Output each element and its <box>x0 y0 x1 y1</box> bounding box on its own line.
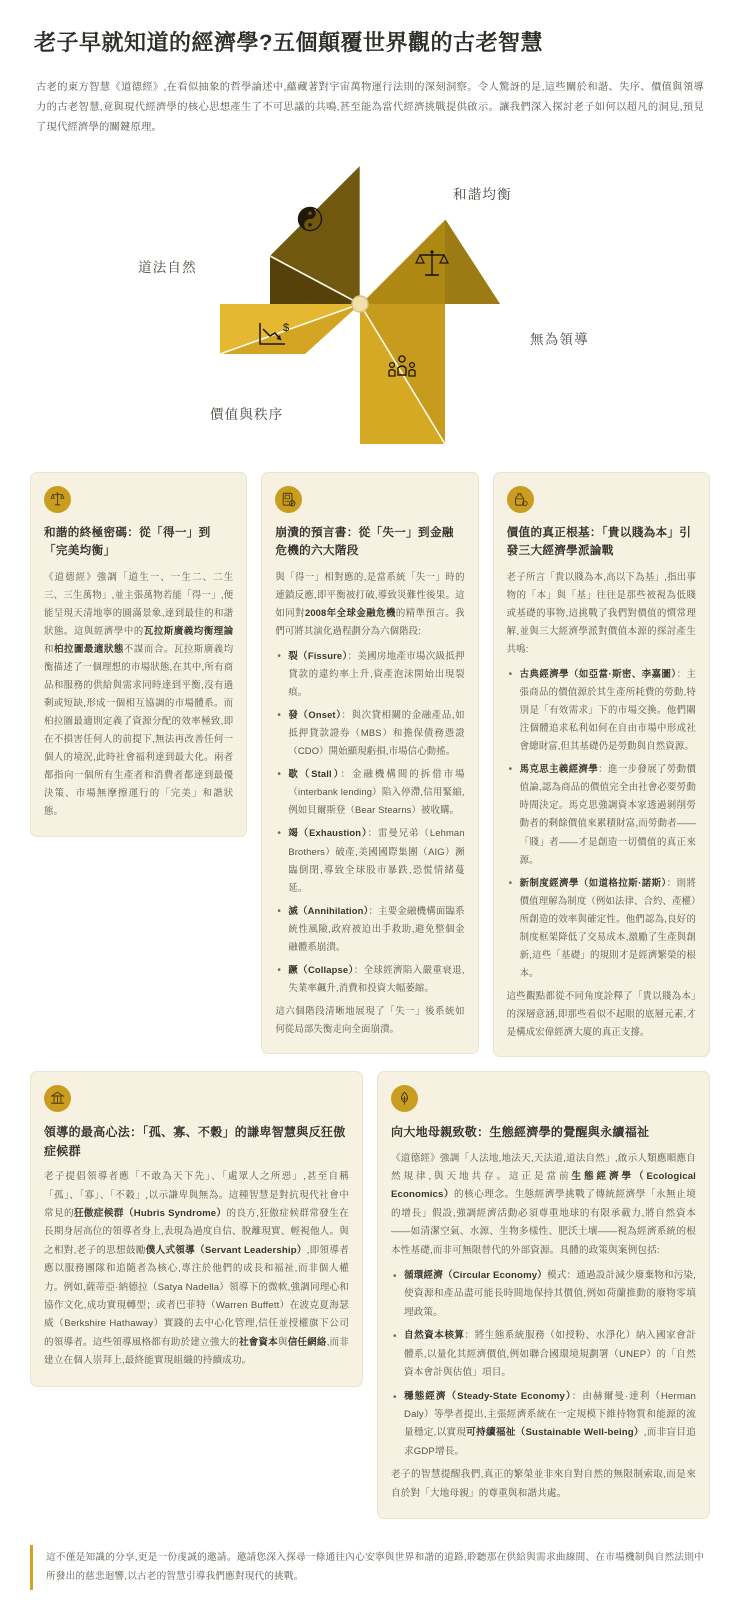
card-closing: 這些觀點都從不同角度詮釋了「貴以賤為本」的深層意涵,即那些看似不起眼的底層元素,才是構成宏偉經濟大廈的真正支撐。 <box>506 989 696 1037</box>
card-title: 崩潰的預言書：從「失一」到金融危機的六大階段 <box>275 525 454 557</box>
diagram-label-harmony: 和諧均衡 <box>453 186 512 202</box>
list-item: • 歇（Stall）：金融機構間的拆借市場（interbank lending）陷入停滯,信用緊縮,例如貝爾斯登（Bear Stearns）被收購。 <box>275 765 464 819</box>
list-item: • 蹶（Collapse）：全球經濟陷入嚴重衰退,失業率飆升,消費和投資大幅萎縮。 <box>275 961 464 997</box>
card-body: 《道德經》強調「人法地,地法天,天法道,道法自然」,啟示人類應順應自然規律,與天地共存。這正是當前生態經濟學（Ecological Economics）的核心理念。生態經濟學挑戰了傳統經濟學「永無止境的增長」假設,強調經濟活動必須尊重地球的有限承載力,將自然資本——如清潔空氣、水源、生物多樣性、肥沃土壤——視為經濟系統的根本性基礎,而非可無限替代的外部資源。具體的政策與案例包括: <box>391 1152 696 1256</box>
list-item: • 自然資本核算：將生態系統服務（如授粉、水淨化）納入國家會計體系,以量化其經濟價值,例如聯合國環境規劃署（UNEP）的「自然資本會計與估值」項目。 <box>391 1327 696 1382</box>
card-bullet-list <box>391 1267 696 1461</box>
list-item: • 古典經濟學（如亞當·斯密、李嘉圖）：主張商品的價值源於其生產所耗費的勞動,特別是「有效需求」下的市場交換。他們關注個體追求私利如何在自由市場中形成社會總財富,但其基礎仍是勞動與自然資源。 <box>507 665 696 755</box>
card-bullet-list <box>507 665 696 982</box>
pinwheel-hub <box>352 296 368 312</box>
svg-text:$: $ <box>283 321 290 334</box>
value-base-icon <box>507 486 534 513</box>
card-body: 《道德經》強調「道生一、一生二、二生三、三生萬物」,並主張萬物若能「得一」,便能呈現天清地寧的圓滿景象,達到最佳的和諧狀態。這與經濟學中的瓦拉斯廣義均衡理論和柏拉圖最適狀態不謀而合。瓦拉斯廣義均衡描述了一個理想的市場狀態,在其中,所有商品和服務的供給與需求同時達到平衡,沒有過剩或短缺,形成一個相互協調的市場體系。而柏拉圖最適則定義了資源分配的效率極致,即在不損害任何人的前提下,無法再改善任何一個人的境況,此時社會福利達到最大化。兩者都指向一個所有生產者和消費者都達到最優決策、市場無摩擦運行的「完美」和諧狀態。 <box>44 570 234 817</box>
tree-leaf-icon <box>391 1085 418 1112</box>
card-title: 向大地母親致敬：生態經濟學的覺醒與永續福祉 <box>391 1125 650 1140</box>
blade-nature <box>270 166 360 304</box>
card-title: 價值的真正根基：「貴以賤為本」引發三大經濟學派論戰 <box>506 525 692 557</box>
card-ecological <box>377 1071 710 1519</box>
list-item: • 發（Onset）：與次貸相關的金融產品,如抵押貸款證券（MBS）和擔保債務憑證（CDO）開始顯現虧損,市場信心動搖。 <box>275 706 464 760</box>
blade-leadership <box>360 304 445 444</box>
document-report-icon <box>275 486 302 513</box>
intro-paragraph: 古老的東方智慧《道德經》,在看似抽象的哲學論述中,蘊藏著對宇宙萬物運行法則的深刻洞察。令人驚訝的是,這些關於和諧、失序、價值與領導力的古老智慧,竟與現代經濟學的核心思想產生了不可思議的共鳴,甚至能為當代經濟挑戰提供啟示。讓我們深入探討老子如何以超凡的洞見,預見了現代經濟學的關鍵原理。 <box>36 81 704 133</box>
cards-row-top <box>30 472 710 1057</box>
page-title: 老子早就知道的經濟學?五個顛覆世界觀的古老智慧 <box>34 30 543 55</box>
card-body: 與「得一」相對應的,是當系統「失一」時的連鎖反應,即平衡被打破,導致災難性後果。這如同對2008年全球金融危機的精準預言。我們可將其演化過程劃分為六個階段: <box>275 570 465 636</box>
list-item: • 循環經濟（Circular Economy）模式：通過設計減少廢棄物和污染,使資源和產品盡可能長時間地保持其價值,例如荷蘭推動的廢物零填埋政策。 <box>391 1267 696 1322</box>
list-item: • 新制度經濟學（如道格拉斯·諾斯）：則將價值理解為制度（例如法律、合約、產權）所創造的效率與確定性。他們認為,良好的制度框架降低了交易成本,激勵了生產與創新,這些「基礎」的規則才是經濟繁榮的根本。 <box>507 874 696 982</box>
card-collapse-stages <box>261 472 478 1054</box>
card-body: 老子所言「貴以賤為本,高以下為基」,指出事物的「本」與「基」往往是那些被視為低賤或基礎的事物,這挑戰了我們對價值的慣常理解,並與三大經濟學派對價值本源的探討產生共鳴: <box>506 570 696 655</box>
diagram-label-nature: 道法自然 <box>138 259 197 275</box>
scales-icon <box>44 486 71 513</box>
list-item: • 裂（Fissure）：美國房地產市場次級抵押貸款的違約率上升,資產泡沫開始出現裂痕。 <box>275 647 464 701</box>
card-bullet-list <box>275 647 464 997</box>
list-item: • 竭（Exhaustion）：雷曼兄弟（Lehman Brothers）破產,美國國際集團（AIG）瀕臨倒閉,導致全球股市暴跌,恐慌情緒蔓延。 <box>275 824 464 896</box>
card-harmony <box>30 472 247 837</box>
diagram-label-leadership: 無為領導 <box>530 331 589 347</box>
temple-humility-icon <box>44 1085 71 1112</box>
footer-text: 這不僅是知識的分享,更是一份虔誠的邀請。邀請您深入探尋一條通往內心安寧與世界和諧的道路,聆聽那在供給與需求曲線間、在市場機制與自然法則中所發出的慈悲迴響,以古老的智慧引導我們應對現代的挑戰。 <box>46 1551 704 1582</box>
card-value-base <box>493 472 710 1057</box>
blade-harmony <box>360 219 500 304</box>
card-leadership <box>30 1071 363 1387</box>
diagram-label-value: 價值與秩序 <box>210 406 284 422</box>
card-closing: 這六個階段清晰地展現了「失一」後系統如何從局部失衡走向全面崩潰。 <box>275 1004 465 1034</box>
pinwheel-diagram <box>30 156 710 456</box>
list-item: • 穩態經濟（Steady-State Economy）：由赫爾曼·達利（Herman Daly）等學者提出,主張經濟系統在一定規模下維持物質和能源的流量穩定,以實現可持續福祉（Sustainable Well-being）,而非盲目追求GDP增長。 <box>391 1388 696 1462</box>
card-closing: 老子的智慧提醒我們,真正的繁榮並非來自對自然的無限制索取,而是來自於對「大地母親」的尊重與和諧共處。 <box>391 1469 696 1499</box>
footer-invitation <box>30 1545 710 1590</box>
card-title: 和諧的終極密碼：從「得一」到「完美均衡」 <box>44 525 211 557</box>
cards-row-bottom <box>30 1071 710 1519</box>
blade-value <box>220 304 360 354</box>
list-item: • 滅（Annihilation）：主要金融機構面臨系統性風險,政府被迫出手救助,避免整個金融體系崩潰。 <box>275 902 464 956</box>
list-item: • 馬克思主義經濟學：進一步發展了勞動價值論,認為商品的價值完全由社會必要勞動時間決定。馬克思強調資本家透過剝削勞動者的剩餘價值來累積財富,而勞動者——「賤」者——才是創造一切價值的真正來源。 <box>507 760 696 868</box>
card-title: 領導的最高心法：「孤、寡、不穀」的謙卑智慧與反狂傲症候群 <box>44 1125 346 1158</box>
card-body: 老子提倡領導者應「不敢為天下先」、「處眾人之所惡」,甚至自稱「孤」、「寡」、「不穀」,以示謙卑與無為。這種智慧是對抗現代社會中常見的狂傲症候群（Hubris Syndrome）的良方,狂傲症候群常發生在長期身居高位的領導者身上,表現為過度自信、脫離現實、輕視他人。與之相對,老子的思想鼓勵僕人式領導（Servant Leadership）,即領導者應以服務團隊和追隨者為核心,專注於他們的成長和福祉,而非個人權力。例如,薩蒂亞·納德拉（Satya Nadella）領導下的微軟,強調同理心和協作文化,成功實現轉型；或者巴菲特（Warren Buffett）在波克夏海瑟威（Berkshire Hathaway）實踐的去中心化管理,信任並授權旗下公司的領導者。這些領導風格都有助於建立強大的社會資本與信任網絡,而非建立在個人崇拜上,最終能實現組織的持續成功。 <box>44 1171 350 1367</box>
